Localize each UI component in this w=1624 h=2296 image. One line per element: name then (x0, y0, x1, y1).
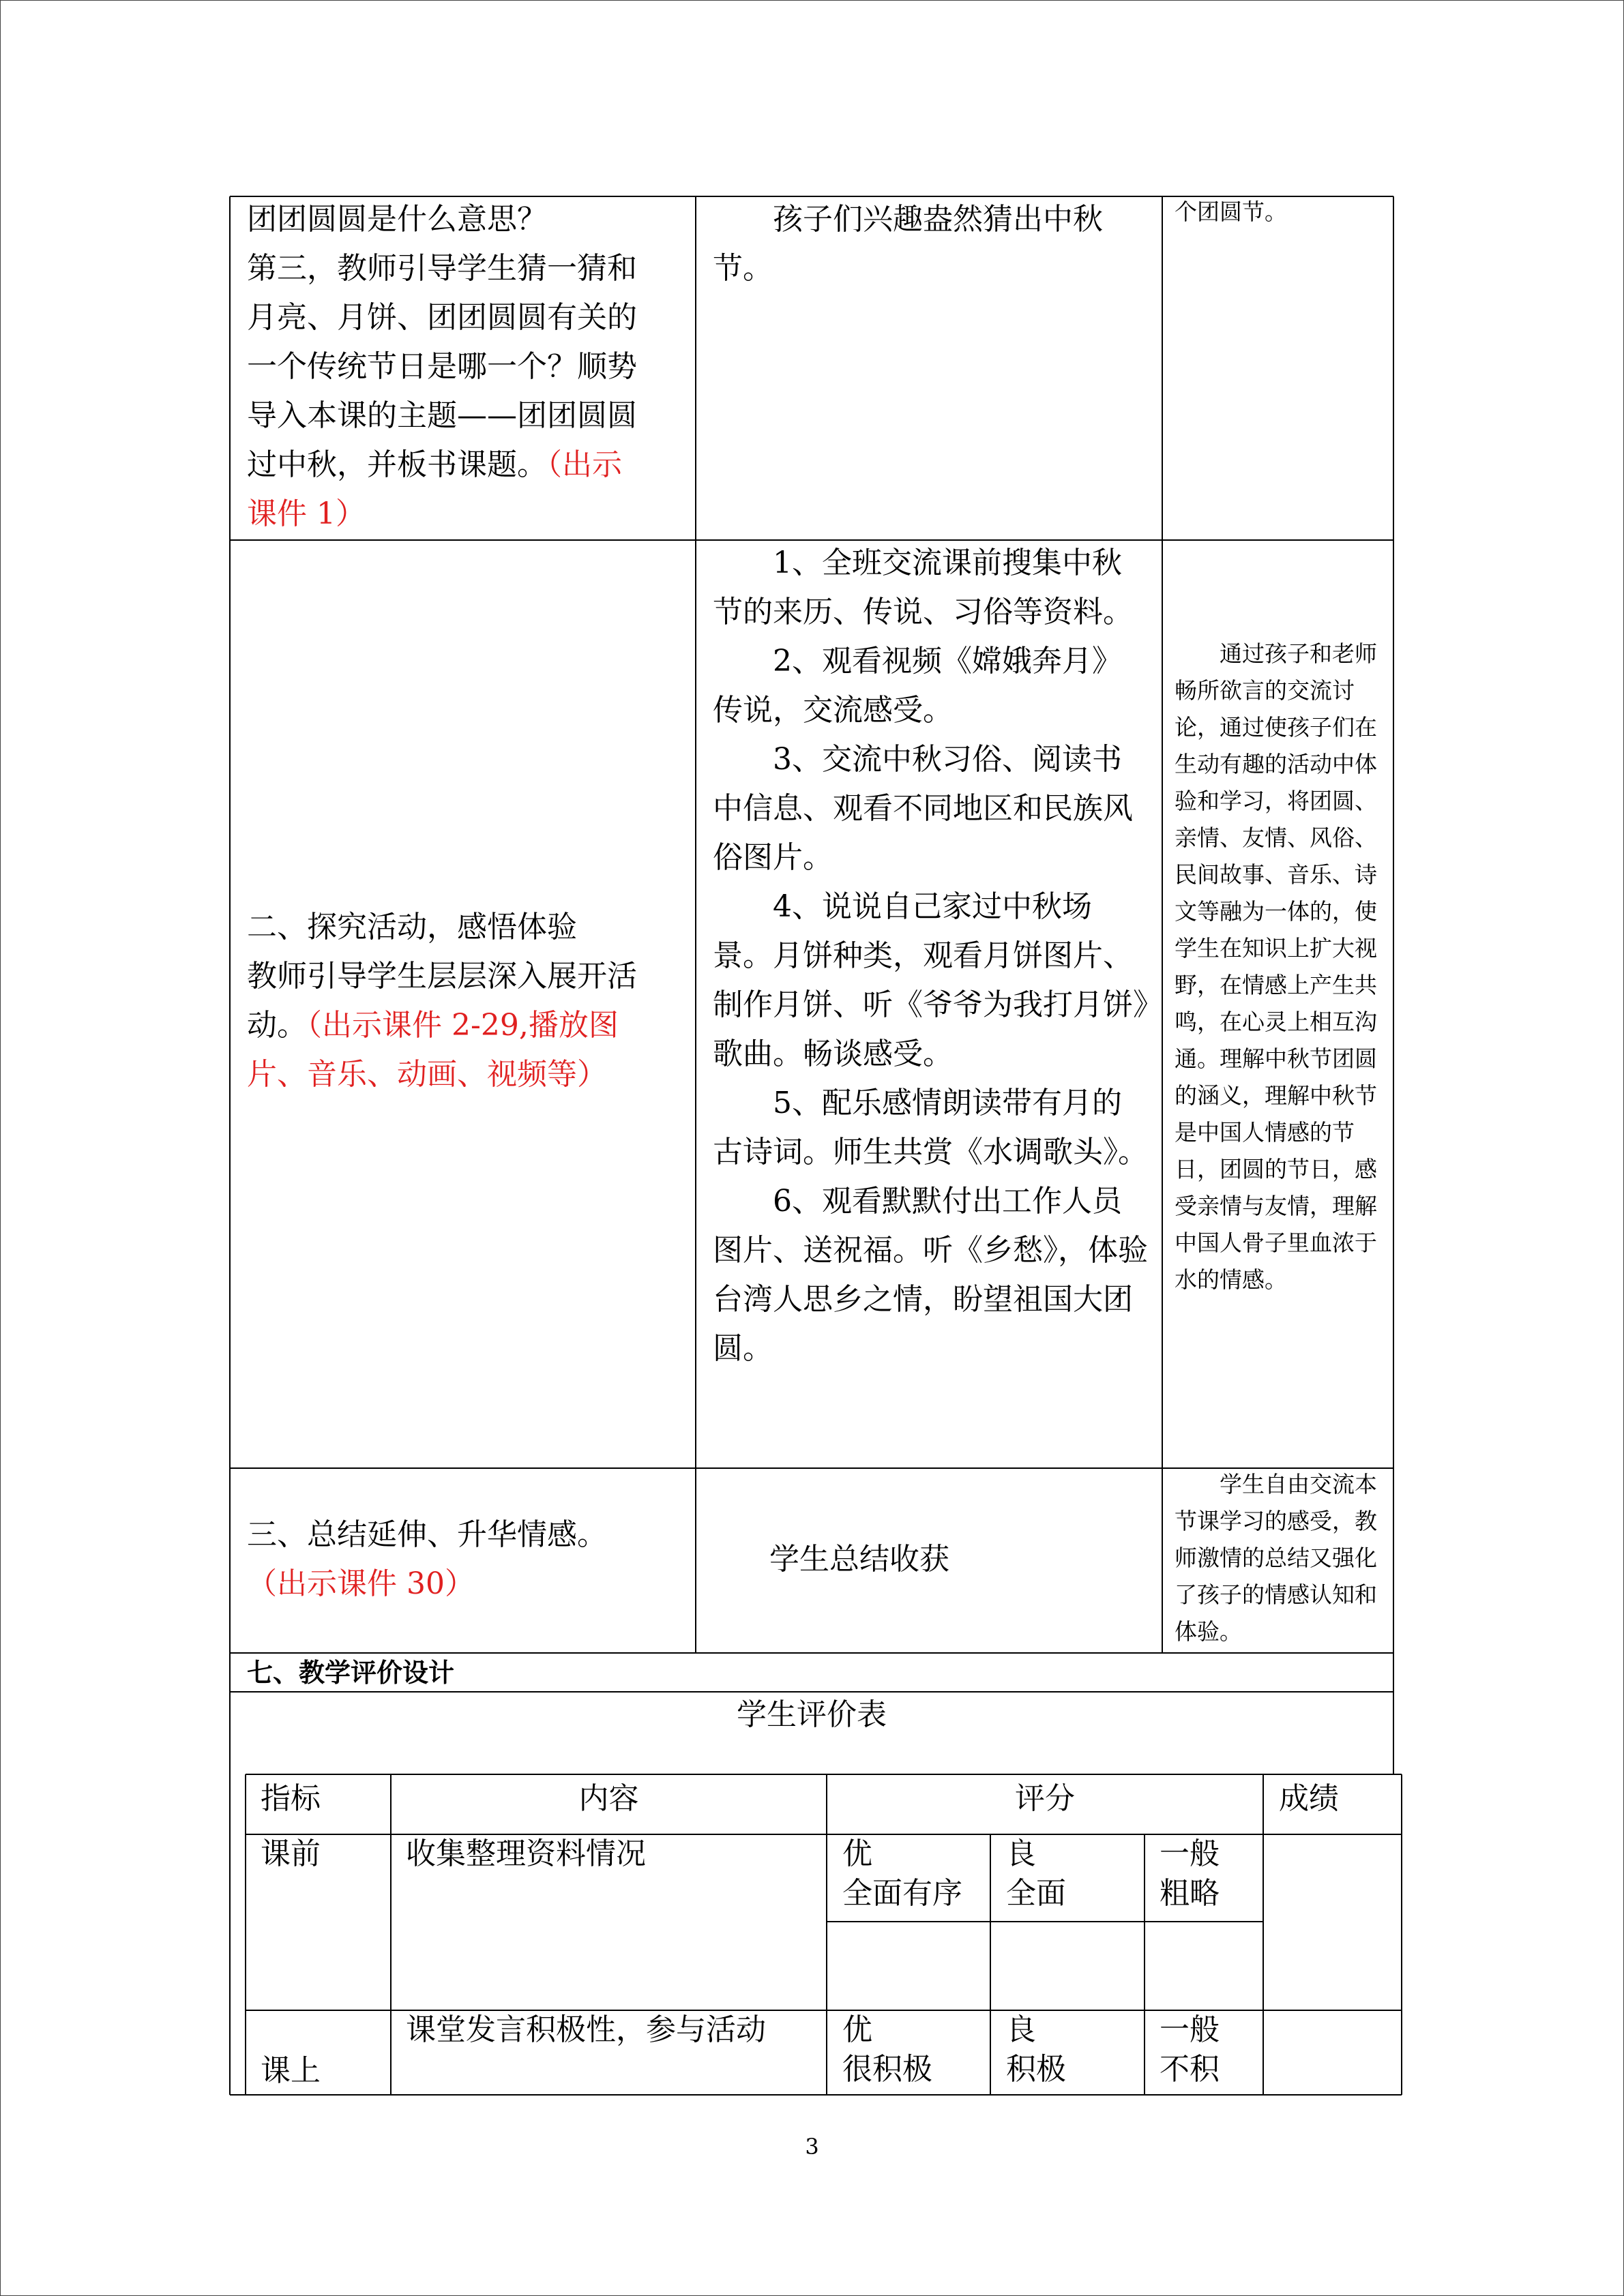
student-activity-item: 2、观看视频《嫦娥奔月》传说，交流感受。 (713, 644, 1122, 728)
row2-teacher-line: 动。 (247, 1008, 307, 1043)
eval-grade: 一般 (1160, 2012, 1220, 2047)
courseware-ref: （出示课件 30） (247, 1566, 475, 1601)
header-result: 成绩 (1279, 1781, 1339, 1816)
eval-grade-cell (1160, 1834, 1220, 1913)
eval-criteria: 全面有序 (842, 1876, 962, 1911)
row1-teacher-line: 过中秋，并板书课题。 (247, 447, 547, 482)
activity-heading: 二、探究活动，感悟体验 (247, 910, 577, 944)
page-number: 3 (805, 2134, 819, 2160)
courseware-ref: （出示课件 2-29,播放图 (307, 1008, 619, 1043)
eval-grade-cell (1006, 1834, 1066, 1913)
eval-content: 收集整理资料情况 (406, 1836, 646, 1871)
eval-criteria: 全面 (1006, 1876, 1066, 1911)
row1-teacher-line: 一个传统节日是哪一个？顺势 (247, 349, 637, 384)
eval-grade: 一般 (1160, 1836, 1220, 1871)
eval-grade-cell (842, 2010, 932, 2089)
eval-grade-cell (842, 1834, 962, 1913)
row1-teacher-line: 月亮、月饼、团团圆圆有关的 (247, 300, 637, 335)
eval-grade-cell (1160, 2010, 1220, 2089)
header-indicator: 指标 (261, 1781, 321, 1816)
row1-student-cell: 孩子们兴趣盎然猜出中秋节。 (713, 202, 1103, 286)
student-activity-item: 6、观看默默付出工作人员图片、送祝福。听《乡愁》，体验台湾人思乡之情，盼望祖国大团圆。 (713, 1184, 1148, 1366)
eval-criteria: 不积 (1160, 2052, 1220, 2087)
student-activity-item: 4、说说自己家过中秋场景。月饼种类，观看月饼图片、制作月饼、听《爷爷为我打月饼》歌曲。畅谈感受。 (713, 889, 1148, 1071)
row2-teacher-cell (247, 903, 683, 1099)
courseware-ref: 片、音乐、动画、视频等） (247, 1057, 607, 1092)
courseware-ref: （出示 (547, 447, 622, 482)
eval-criteria: 很积极 (842, 2052, 932, 2087)
row1-teacher-line: 第三，教师引导学生猜一猜和 (247, 251, 637, 286)
courseware-ref: 课件 1） (247, 496, 366, 531)
student-activity-item: 3、交流中秋习俗、阅读书中信息、观看不同地区和民族风俗图片。 (713, 742, 1133, 875)
row1-intent-cell: 个团圆节。 (1175, 198, 1287, 225)
row1-teacher-cell (247, 195, 683, 539)
student-activity-item: 1、全班交流课前搜集中秋节的来历、传说、习俗等资料。 (713, 546, 1133, 629)
eval-indicator: 课前 (261, 1836, 321, 1871)
eval-criteria: 积极 (1006, 2052, 1066, 2087)
evaluation-title: 学生评价表 (737, 1697, 887, 1732)
eval-grade: 优 (842, 1836, 872, 1871)
row3-intent-cell: 学生自由交流本节课学习的感受，教师激情的总结又强化了孩子的情感认知和体验。 (1175, 1471, 1377, 1645)
section-title: 七、教学评价设计 (247, 1657, 455, 1688)
eval-criteria: 粗略 (1160, 1876, 1220, 1911)
eval-grade: 良 (1006, 2012, 1036, 2047)
row3-teacher-cell (247, 1510, 683, 1609)
student-activity-item: 5、配乐感情朗读带有月的古诗词。师生共赏《水调歌头》。 (713, 1086, 1148, 1169)
row2-teacher-line: 教师引导学生层层深入展开活 (247, 959, 637, 994)
eval-indicator: 课上 (261, 2053, 321, 2088)
activity-heading: 三、总结延伸、升华情感。 (247, 1517, 607, 1552)
row2-intent-cell: 通过孩子和老师畅所欲言的交流讨论，通过使孩子们在生动有趣的活动中体验和学习，将团圆、亲情、友情、风俗、民间故事、音乐、诗文等融为一体的，使学生在知识上扩大视野，在情感上产生共鸣，在心灵上相互沟通。理解中秋节团圆的涵义，理解中秋节是中国人情感的节日，团圆的节日，感受亲情与友情，理解中国人骨子里血浓于水的情感。 (1175, 640, 1377, 1293)
header-score: 评分 (1015, 1781, 1075, 1816)
header-content: 内容 (578, 1781, 639, 1816)
row3-student-cell: 学生总结收获 (769, 1542, 949, 1577)
row1-teacher-line: 团团圆圆是什么意思？ (247, 202, 547, 237)
eval-grade: 优 (842, 2012, 872, 2047)
row2-student-cell (713, 539, 1149, 1373)
row1-teacher-line: 导入本课的主题——团团圆圆 (247, 398, 637, 433)
eval-grade-cell (1006, 2010, 1066, 2089)
eval-content: 课堂发言积极性，参与活动 (406, 2012, 766, 2047)
eval-grade: 良 (1006, 1836, 1036, 1871)
